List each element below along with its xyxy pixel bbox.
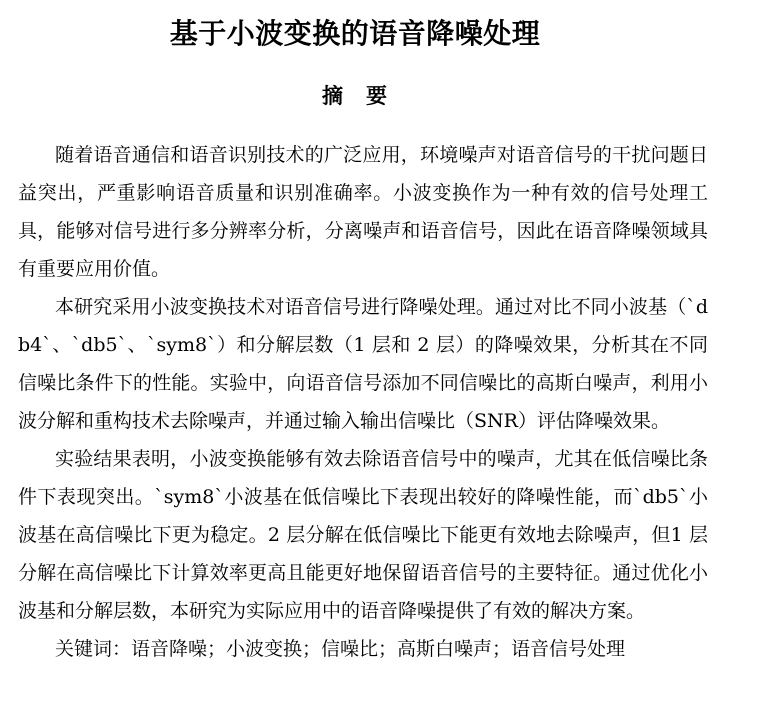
keywords-line: 关键词：语音降噪；小波变换；信噪比；高斯白噪声；语音信号处理 xyxy=(55,638,626,660)
paper-title: 基于小波变换的语音降噪处理 xyxy=(169,17,541,50)
abstract-body xyxy=(18,136,708,668)
abstract-paragraph-3: 实验结果表明，小波变换能够有效去除语音信号中的噪声，尤其在低信噪比条件下表现突出。`sym8`小波基在低信噪比下表现出较好的降噪性能，而`db5`小波基在高信噪比下更为稳定。2 层分解在低信噪比下能更有效地去除噪声，但1 层分解在高信噪比下计算效率更高且能更好地保留语音信号的主要特征。通过优化小波基和分解层数，本研究为实际应用中的语音降噪提供了有效的解决方案。 xyxy=(18,448,708,622)
abstract-paragraph-2: 本研究采用小波变换技术对语音信号进行降噪处理。通过对比不同小波基（`db4`、`db5`、`sym8`）和分解层数（1 层和 2 层）的降噪效果，分析其在不同信噪比条件下的性能。实验中，向语音信号添加不同信噪比的高斯白噪声，利用小波分解和重构技术去除噪声，并通过输入输出信噪比（SNR）评估降噪效果。 xyxy=(18,296,708,432)
abstract-heading: 摘 要 xyxy=(322,84,388,108)
abstract-paragraph-1: 随着语音通信和语音识别技术的广泛应用，环境噪声对语音信号的干扰问题日益突出，严重影响语音质量和识别准确率。小波变换作为一种有效的信号处理工具，能够对信号进行多分辨率分析，分离噪声和语音信号，因此在语音降噪领域具有重要应用价值。 xyxy=(18,144,708,280)
